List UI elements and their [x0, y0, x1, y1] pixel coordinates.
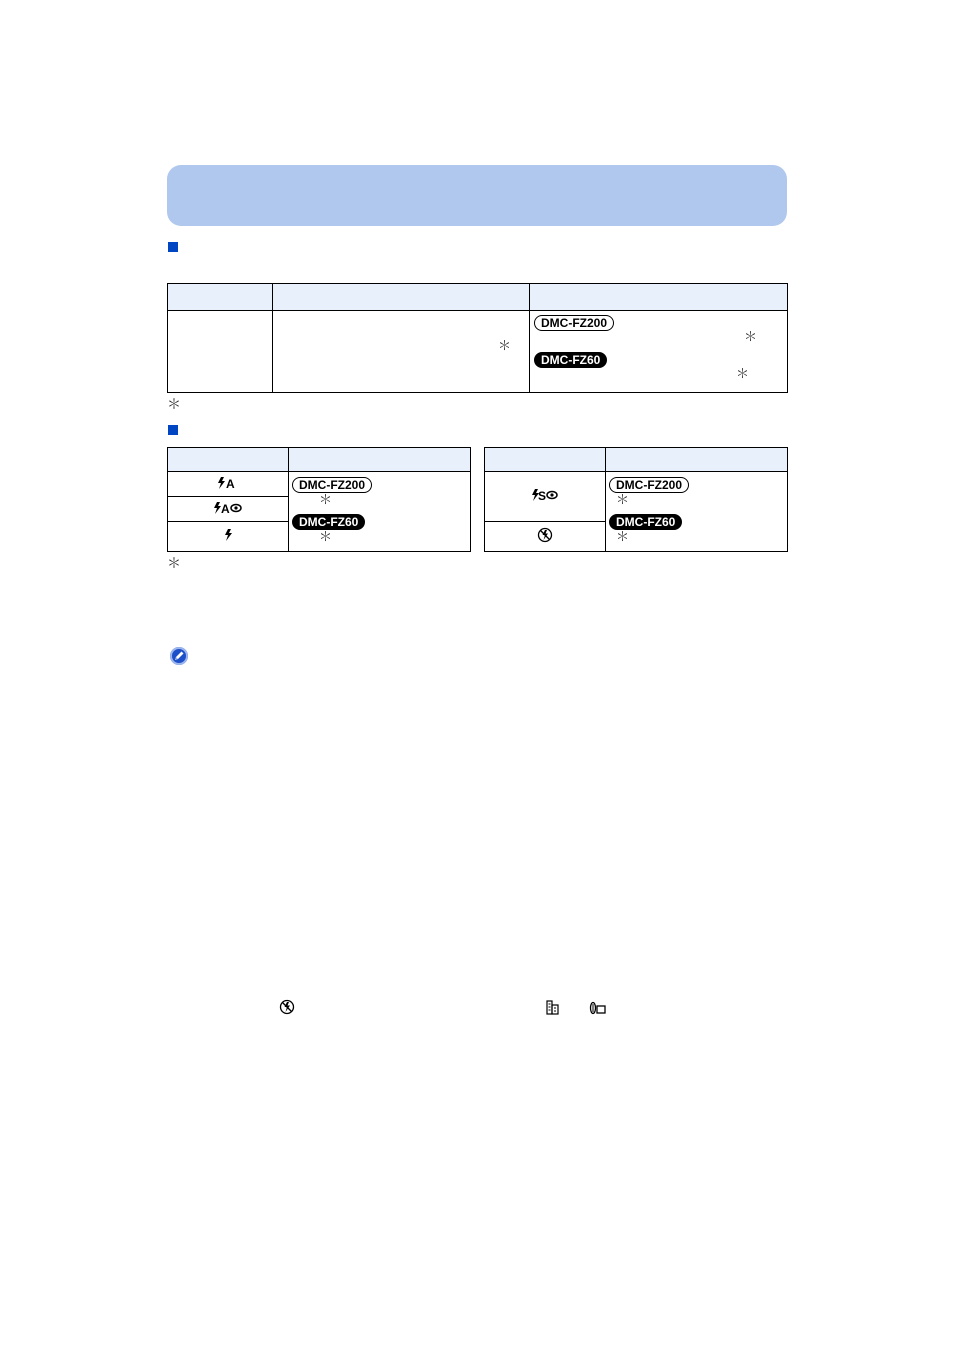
table-cell [273, 311, 530, 393]
model-badge-fz60: DMC-FZ60 [534, 352, 607, 368]
flash-mode-cell [485, 522, 606, 552]
table-header-cell [530, 284, 788, 311]
flash-mode-cell [485, 472, 606, 522]
section-marker-1 [168, 242, 178, 252]
table-cell-model-values [530, 311, 788, 393]
flash-mode-table-right [484, 447, 788, 552]
scene-building-icon [546, 1000, 560, 1015]
table-header-cell [606, 448, 788, 472]
flash-auto-red-eye-icon [213, 501, 243, 515]
asterisk-mark: ＊ [736, 366, 750, 381]
table-cell [168, 311, 273, 393]
section-marker-2 [168, 425, 178, 435]
flash-mode-cell [168, 522, 289, 552]
svg-text:A: A [226, 476, 235, 490]
flash-mode-table-left [167, 447, 471, 552]
flash-auto-icon [217, 476, 239, 490]
table-header-cell [289, 448, 471, 472]
table-header-cell [168, 448, 289, 472]
flash-slow-sync-red-eye-icon [531, 488, 559, 502]
scene-candle-icon [589, 1001, 607, 1015]
model-badge-fz200: DMC-FZ200 [534, 315, 614, 331]
table-header-cell [485, 448, 606, 472]
asterisk-mark: ＊ [319, 529, 333, 544]
table-cell-model-values [606, 472, 788, 552]
section-title-banner [167, 165, 787, 226]
svg-text:S: S [538, 489, 547, 502]
footnote-mark: ＊ [167, 555, 181, 571]
model-badge-fz60: DMC-FZ60 [609, 514, 682, 530]
model-badge-fz60: DMC-FZ60 [292, 514, 365, 530]
flash-mode-cell [168, 497, 289, 522]
flash-forced-on-icon [223, 528, 233, 542]
table-cell-model-values [289, 472, 471, 552]
table-header-cell [168, 284, 273, 311]
flash-range-table [167, 283, 788, 393]
asterisk-mark: ＊ [498, 338, 512, 353]
note-pencil-icon [170, 647, 188, 665]
flash-off-icon [537, 527, 553, 543]
flash-mode-cell [168, 472, 289, 497]
asterisk-mark: ＊ [744, 329, 758, 344]
svg-text:A: A [221, 501, 230, 515]
asterisk-mark: ＊ [319, 492, 333, 507]
model-badge-fz200: DMC-FZ200 [292, 477, 372, 493]
footnote-mark: ＊ [167, 396, 181, 412]
asterisk-mark: ＊ [616, 492, 630, 507]
model-badge-fz200: DMC-FZ200 [609, 477, 689, 493]
asterisk-mark: ＊ [616, 529, 630, 544]
flash-off-icon [279, 999, 295, 1015]
table-header-cell [273, 284, 530, 311]
